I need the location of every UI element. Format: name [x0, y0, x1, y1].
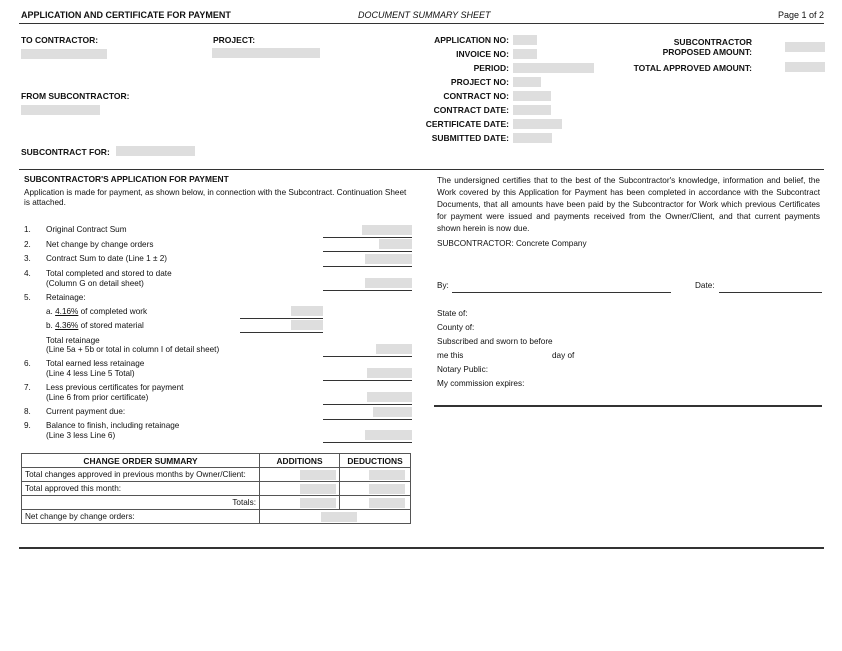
table-row [22, 510, 411, 524]
item-sublabel: (Line 6 from prior certificate) [46, 393, 149, 402]
table-row [22, 482, 411, 496]
totals-deductions-field[interactable] [369, 498, 405, 508]
previous-additions-cell[interactable] [260, 468, 340, 482]
retainage-a-suffix: of completed work [80, 307, 148, 316]
this-month-deductions-cell[interactable] [340, 482, 411, 496]
page-number: Page 1 of 2 [778, 10, 825, 20]
item-label: Less previous certificates for payment [46, 383, 184, 392]
entry-line [323, 237, 412, 238]
net-change-total-field[interactable] [321, 512, 357, 522]
notary-public-label: Notary Public: [437, 365, 488, 374]
subcontract-for-field[interactable] [116, 146, 195, 156]
entry-line [240, 332, 323, 333]
totals-label: Totals: [22, 496, 260, 510]
item-label: Total retainage [46, 336, 100, 345]
table-row [22, 496, 411, 510]
additions-header: ADDITIONS [260, 454, 340, 468]
contract-date-label: CONTRACT DATE: [433, 105, 509, 115]
by-label: By: [437, 281, 449, 290]
item-number: 4. [24, 269, 31, 278]
entry-line [323, 404, 412, 405]
footer-divider [19, 547, 824, 549]
item-number: 3. [24, 254, 31, 263]
item-sublabel: (Line 4 less Line 5 Total) [46, 369, 135, 378]
total-retainage-field[interactable] [376, 344, 412, 354]
item-label: Balance to finish, including retainage [46, 421, 180, 430]
certificate-date-field[interactable] [513, 119, 562, 129]
item-number: 6. [24, 359, 31, 368]
change-order-summary-header: CHANGE ORDER SUMMARY [22, 454, 260, 468]
proposed-amount-label-line1: SUBCONTRACTOR [673, 37, 752, 47]
net-change-cell[interactable] [260, 510, 411, 524]
subcontractor-name: SUBCONTRACTOR: Concrete Company [437, 239, 587, 248]
net-change-label: Net change by change orders: [22, 510, 260, 524]
project-no-label: PROJECT NO: [450, 77, 509, 87]
retainage-a-prefix: a. [46, 307, 53, 316]
this-month-label: Total approved this month: [22, 482, 260, 496]
application-intro: Application is made for payment, as shown below, in connection with the Subcontract. Continuation Sheet is attached. [24, 188, 407, 207]
total-earned-field[interactable] [367, 368, 412, 378]
approved-amount-field[interactable] [785, 62, 825, 72]
previous-additions-field[interactable] [300, 470, 336, 480]
approved-amount-label: TOTAL APPROVED AMOUNT: [633, 63, 752, 73]
date-label: Date: [695, 281, 715, 290]
county-label: County of: [437, 323, 475, 332]
to-contractor-field[interactable] [21, 49, 107, 59]
balance-to-finish-field[interactable] [365, 430, 412, 440]
proposed-amount-field[interactable] [785, 42, 825, 52]
item-number: 2. [24, 240, 31, 249]
contract-sum-to-date-field[interactable] [365, 254, 412, 264]
document-title: APPLICATION AND CERTIFICATE FOR PAYMENT [21, 10, 231, 20]
retainage-a-percent: 4.16% [55, 307, 79, 316]
item-label: Retainage: [46, 293, 86, 302]
retainage-b-label [46, 321, 144, 331]
header-divider [19, 23, 824, 24]
commission-expires-label: My commission expires: [437, 379, 525, 388]
certificate-date-label: CERTIFICATE DATE: [425, 119, 509, 129]
item-sublabel: (Column G on detail sheet) [46, 279, 144, 288]
item-number: 5. [24, 293, 31, 302]
document-subtitle: DOCUMENT SUMMARY SHEET [358, 10, 491, 20]
section-divider [19, 169, 824, 170]
contract-no-field[interactable] [513, 91, 551, 101]
retainage-b-prefix: b. [46, 321, 53, 330]
state-label: State of: [437, 309, 468, 318]
this-month-additions-cell[interactable] [260, 482, 340, 496]
previous-certificates-field[interactable] [367, 392, 412, 402]
entry-line [323, 356, 412, 357]
entry-line [323, 290, 412, 291]
from-subcontractor-field[interactable] [21, 105, 100, 115]
item-label: Current payment due: [46, 407, 126, 416]
from-subcontractor-label: FROM SUBCONTRACTOR: [21, 91, 130, 101]
previous-deductions-cell[interactable] [340, 468, 411, 482]
application-no-label: APPLICATION NO: [434, 35, 509, 45]
previous-deductions-field[interactable] [369, 470, 405, 480]
contract-date-field[interactable] [513, 105, 551, 115]
retainage-b-suffix: of stored material [80, 321, 144, 330]
project-field[interactable] [212, 48, 320, 58]
retainage-b-percent: 4.36% [55, 321, 79, 330]
entry-line [323, 266, 412, 267]
period-label: PERIOD: [473, 63, 509, 73]
previous-months-label: Total changes approved in previous months by Owner/Client: [22, 468, 260, 482]
application-heading: SUBCONTRACTOR'S APPLICATION FOR PAYMENT [24, 174, 229, 184]
item-label: Contract Sum to date (Line 1 ± 2) [46, 254, 167, 263]
totals-additions-cell[interactable] [260, 496, 340, 510]
entry-line [323, 380, 412, 381]
retainage-a-label [46, 307, 147, 317]
day-of-label: day of [552, 351, 575, 360]
table-header-row [22, 454, 411, 468]
entry-line [323, 442, 412, 443]
net-change-field[interactable] [379, 239, 412, 249]
period-field[interactable] [513, 63, 594, 73]
item-sublabel: (Line 5a + 5b or total in column I of detail sheet) [46, 345, 220, 354]
item-label: Original Contract Sum [46, 225, 127, 234]
project-no-field[interactable] [513, 77, 541, 87]
current-payment-field[interactable] [373, 407, 412, 417]
submitted-date-label: SUBMITTED DATE: [431, 133, 509, 143]
subscribed-label: Subscribed and sworn to before [437, 337, 553, 346]
item-label: Total completed and stored to date [46, 269, 172, 278]
subcontract-for-label: SUBCONTRACT FOR: [21, 147, 110, 157]
item-number: 7. [24, 383, 31, 392]
totals-deductions-cell[interactable] [340, 496, 411, 510]
entry-line [323, 419, 412, 420]
application-no-field[interactable] [513, 35, 537, 45]
item-number: 9. [24, 421, 31, 430]
notary-divider [434, 405, 822, 407]
total-completed-field[interactable] [365, 278, 412, 288]
totals-additions-field[interactable] [300, 498, 336, 508]
invoice-no-label: INVOICE NO: [456, 49, 509, 59]
date-line[interactable] [719, 292, 822, 293]
original-contract-sum-field[interactable] [362, 225, 412, 235]
contract-no-label: CONTRACT NO: [443, 91, 509, 101]
this-month-deductions-field[interactable] [369, 484, 405, 494]
signature-line[interactable] [452, 292, 671, 293]
this-month-additions-field[interactable] [300, 484, 336, 494]
submitted-date-field[interactable] [513, 133, 552, 143]
proposed-amount-label-line2: PROPOSED AMOUNT: [662, 47, 752, 57]
item-number: 8. [24, 407, 31, 416]
table-row [22, 468, 411, 482]
item-label: Net change by change orders [46, 240, 154, 249]
to-contractor-label: TO CONTRACTOR: [21, 35, 99, 45]
item-sublabel: (Line 3 less Line 6) [46, 431, 116, 440]
entry-line [323, 251, 412, 252]
retainage-a-field[interactable] [291, 306, 323, 316]
proposed-amount-label [622, 37, 752, 57]
invoice-no-field[interactable] [513, 49, 537, 59]
deductions-header: DEDUCTIONS [340, 454, 411, 468]
certification-text: The undersigned certifies that to the best of the Subcontractor's knowledge, information and belief, the Work covered by this Application for Payment has been completed in accordance with the Subcontract Documents, that all amounts have been paid by the Subcontractor for Work which previous Certificates for payment were issued and payments received from the Owner/Client, and that current payments shown herein is now due. [437, 176, 820, 233]
change-order-summary-table [21, 453, 411, 524]
project-label: PROJECT: [213, 35, 256, 45]
item-label: Total earned less retainage [46, 359, 145, 368]
me-this-label: me this [437, 351, 464, 360]
entry-line [240, 318, 323, 319]
item-number: 1. [24, 225, 31, 234]
retainage-b-field[interactable] [291, 320, 323, 330]
